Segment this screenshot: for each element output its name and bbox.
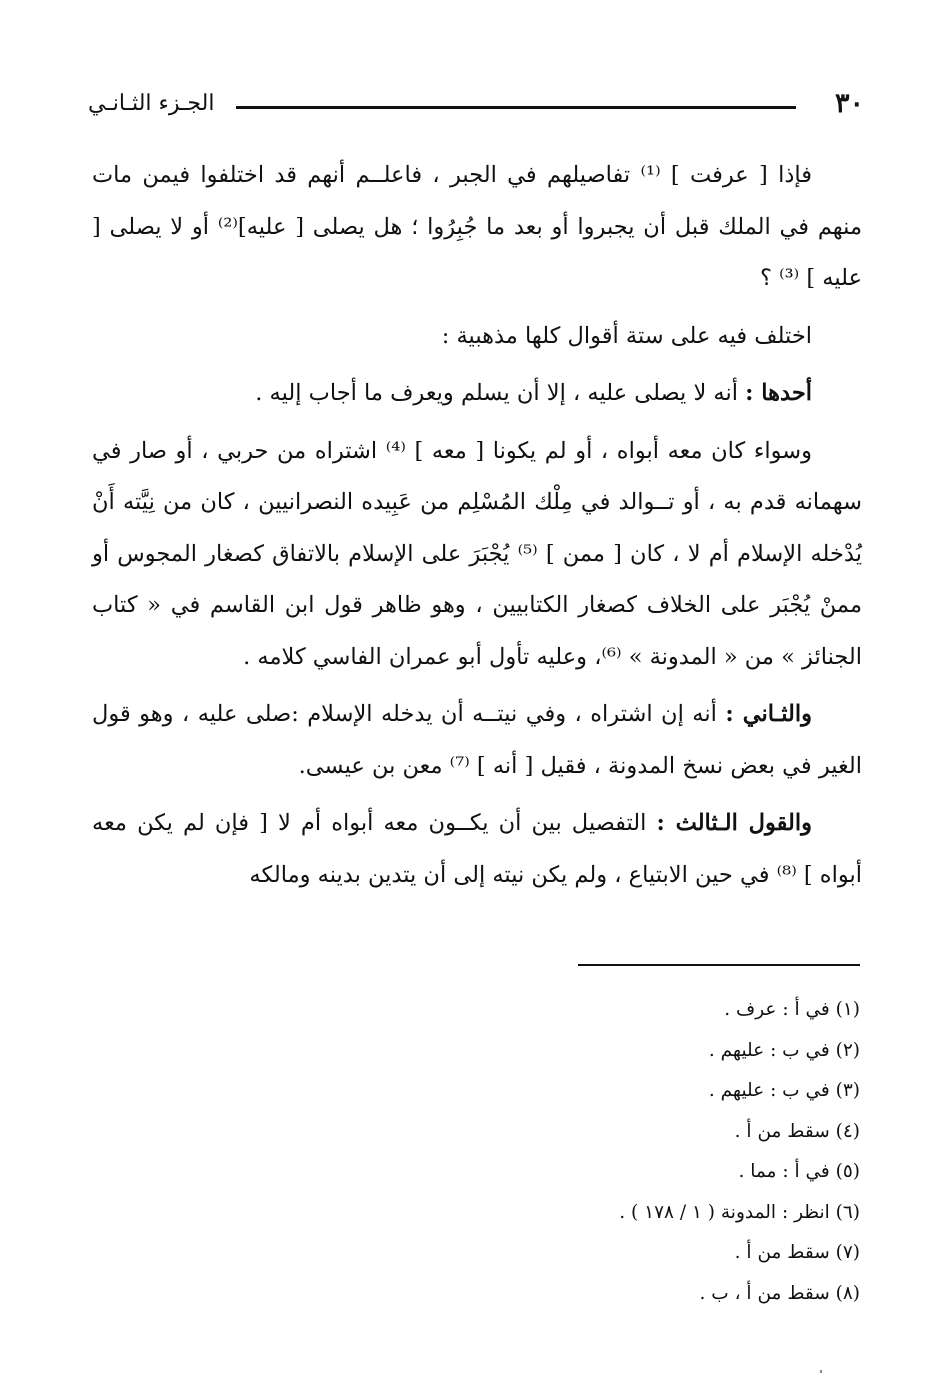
page-number: ٣٠ (834, 88, 864, 119)
page-header (88, 84, 864, 128)
footnote-2: (٢) في ب : عليهم . (708, 1039, 860, 1061)
header-rule (236, 106, 796, 109)
paragraph-4-text: وسواء كان معه أبواه ، أو لم يكونا [ معه ] ⁽⁴⁾ اشتراه من حربي ، أو صار في سهمانه قدم به ، أو تــوالد في مِلْك المُسْلِم من عَبِيده النصرانيين ، كان من نِيَّته أَنْ يُدْخله الإسلام أم لا ، كان [ ممن ] ⁽⁵⁾ يُجْبَرَ على الإسلام بالاتفاق كصغار المجوس أو ممنْ يُجْبَر على الخلاف كصغار الكتابيين ، وهو ظاهر قول ابن القاسم في « كتاب الجنائز » من « المدونة » ⁽⁶⁾، وعليه تأول أبو عمران الفاسي كلامه . (92, 437, 862, 670)
paragraph-6 (92, 798, 862, 901)
paragraph-2-text: اختلف فيه على ستة أقوال كلها مذهبية : (441, 322, 812, 349)
footnote-5: (٥) في أ : مما . (738, 1161, 860, 1182)
paragraph-3-lead: أحدها : (745, 380, 812, 406)
paragraph-6-lead: والقول الـثالث : (656, 810, 812, 836)
paragraph-5-text: أنه إن اشتراه ، وفي نيتــه أن يدخله الإسلام :صلى عليه ، وهو قول الغير في بعض نسخ المدونة ، فقيل [ أنه ] ⁽⁷⁾ معن بن عيسى. (92, 701, 862, 779)
paragraph-1-text: فإذا [ عرفت ] ⁽¹⁾ تفاصيلهم في الجبر ، فاعلــم أنهم قد اختلفوا فيمن مات منهم في الملك قبل أن يجبروا أو بعد ما جُبِرُوا ؛ هل يصلى [ عليه]⁽²⁾ أو لا يصلى [ عليه ] ⁽³⁾ ؟ (92, 162, 863, 291)
scan-speck (820, 1370, 822, 1373)
body-text (92, 150, 862, 901)
paragraph-5 (92, 689, 862, 792)
footnote-6: (٦) انظر : المدونة ( ١ / ١٧٨ ) . (619, 1201, 860, 1223)
paragraph-2 (92, 311, 862, 363)
running-head: الجـزء الثـانـي (88, 91, 215, 116)
paragraph-1 (92, 150, 862, 305)
footnote-3: (٣) في ب : عليهم . (708, 1080, 860, 1101)
paragraph-4 (92, 426, 862, 684)
footnote-7: (٧) سقط من أ . (734, 1242, 860, 1263)
paragraph-5-lead: والثـاني : (725, 701, 812, 727)
footnote-4: (٤) سقط من أ . (734, 1120, 860, 1142)
paragraph-3-text: أنه لا يصلى عليه ، إلا أن يسلم ويعرف ما أجاب إليه . (255, 380, 746, 406)
footnote-1: (١) في أ : عرف . (724, 999, 860, 1020)
footnotes-list (300, 990, 860, 1314)
paragraph-6-text: التفصيل بين أن يكــون معه أبواه أم لا [ فإن لم يكن معه أبواه ] ⁽⁸⁾ في حين الابتياع ، ولم يكن نيته إلى أن يتدين بدينه ومالكه (92, 810, 862, 888)
paragraph-3 (92, 368, 862, 420)
footnote-8: (٨) سقط من أ ، ب . (699, 1282, 860, 1304)
footnote-rule (578, 964, 860, 966)
